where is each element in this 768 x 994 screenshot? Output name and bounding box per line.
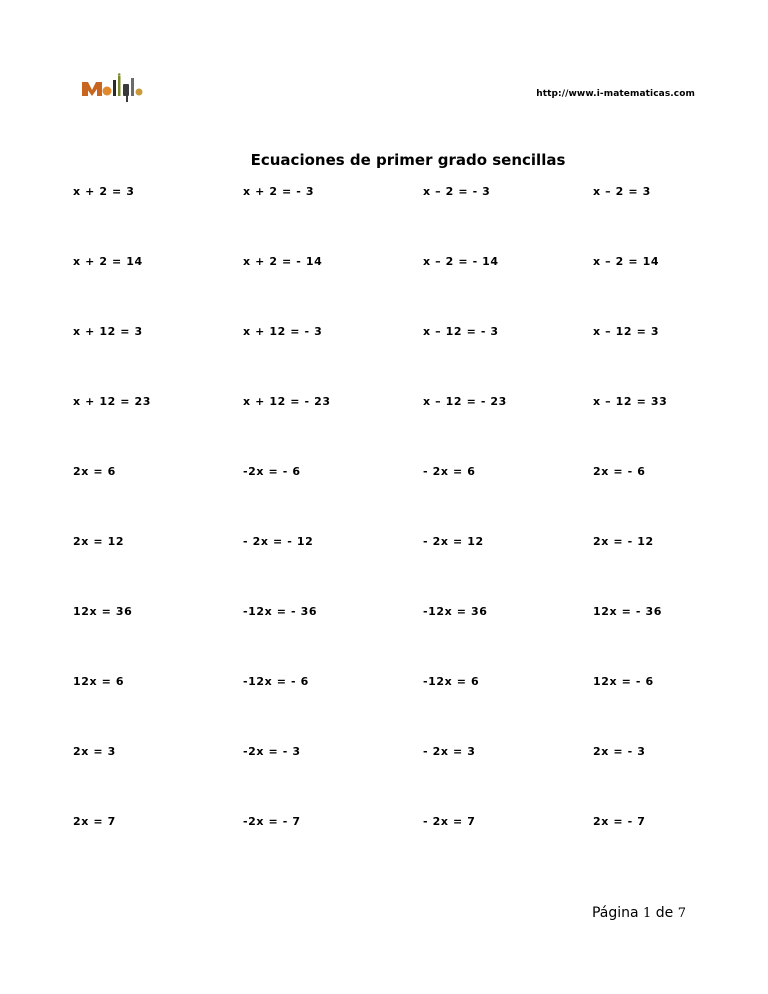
equation: 2x = 6 [73,465,116,478]
equation: 12x = 6 [73,675,125,688]
equation: -12x = - 6 [243,675,309,688]
equation-row [0,745,768,761]
equation: x + 2 = 3 [73,185,135,198]
equation: 2x = - 6 [593,465,646,478]
page-footer [592,905,686,921]
equation: -12x = - 36 [243,605,318,618]
equation: 2x = - 12 [593,535,654,548]
total-pages-number: 7 [677,906,686,921]
equation: x – 12 = 33 [593,395,668,408]
equation: x – 12 = - 3 [423,325,499,338]
equation: x – 2 = - 14 [423,255,499,268]
equation-row [0,605,768,621]
equation: x – 2 = 3 [593,185,651,198]
equation-row [0,465,768,481]
equation: -12x = 36 [423,605,488,618]
equation: 12x = 36 [73,605,133,618]
page-label: Página [591,905,639,921]
equation: x – 12 = - 23 [423,395,507,408]
of-label: de [655,905,674,921]
equation: -2x = - 6 [243,465,301,478]
current-page-number: 1 [643,906,652,921]
equation: x – 2 = 14 [593,255,660,268]
equation-row [0,185,768,201]
equation: x + 12 = - 3 [243,325,323,338]
equation: -2x = - 7 [243,815,301,828]
equation: x + 12 = 3 [73,325,143,338]
equation-row [0,325,768,341]
site-url[interactable]: http://www.i-matematicas.com [536,89,695,99]
equation-row [0,675,768,691]
equation: 12x = - 6 [593,675,654,688]
equation: 12x = - 36 [593,605,662,618]
equation: 2x = - 3 [593,745,646,758]
equation: x – 12 = 3 [593,325,660,338]
equation: 2x = 3 [73,745,116,758]
equation: -12x = 6 [423,675,480,688]
equation-row [0,815,768,831]
page-title: Ecuaciones de primer grado sencillas [250,151,566,169]
equation: x + 2 = - 14 [243,255,323,268]
equation: x + 2 = - 3 [243,185,315,198]
equation-row [0,395,768,411]
equation-row [0,535,768,551]
equation: x + 12 = - 23 [243,395,331,408]
equation: x + 2 = 14 [73,255,143,268]
equation: 2x = - 7 [593,815,646,828]
equation: 2x = 7 [73,815,116,828]
equation-row [0,255,768,271]
equation: - 2x = 6 [423,465,476,478]
equation: - 2x = 7 [423,815,476,828]
equation: - 2x = 12 [423,535,484,548]
equation: x – 2 = - 3 [423,185,491,198]
equation: - 2x = 3 [423,745,476,758]
equation: x + 12 = 23 [73,395,152,408]
equation: 2x = 12 [73,535,125,548]
equation: -2x = - 3 [243,745,301,758]
equation: - 2x = - 12 [243,535,314,548]
